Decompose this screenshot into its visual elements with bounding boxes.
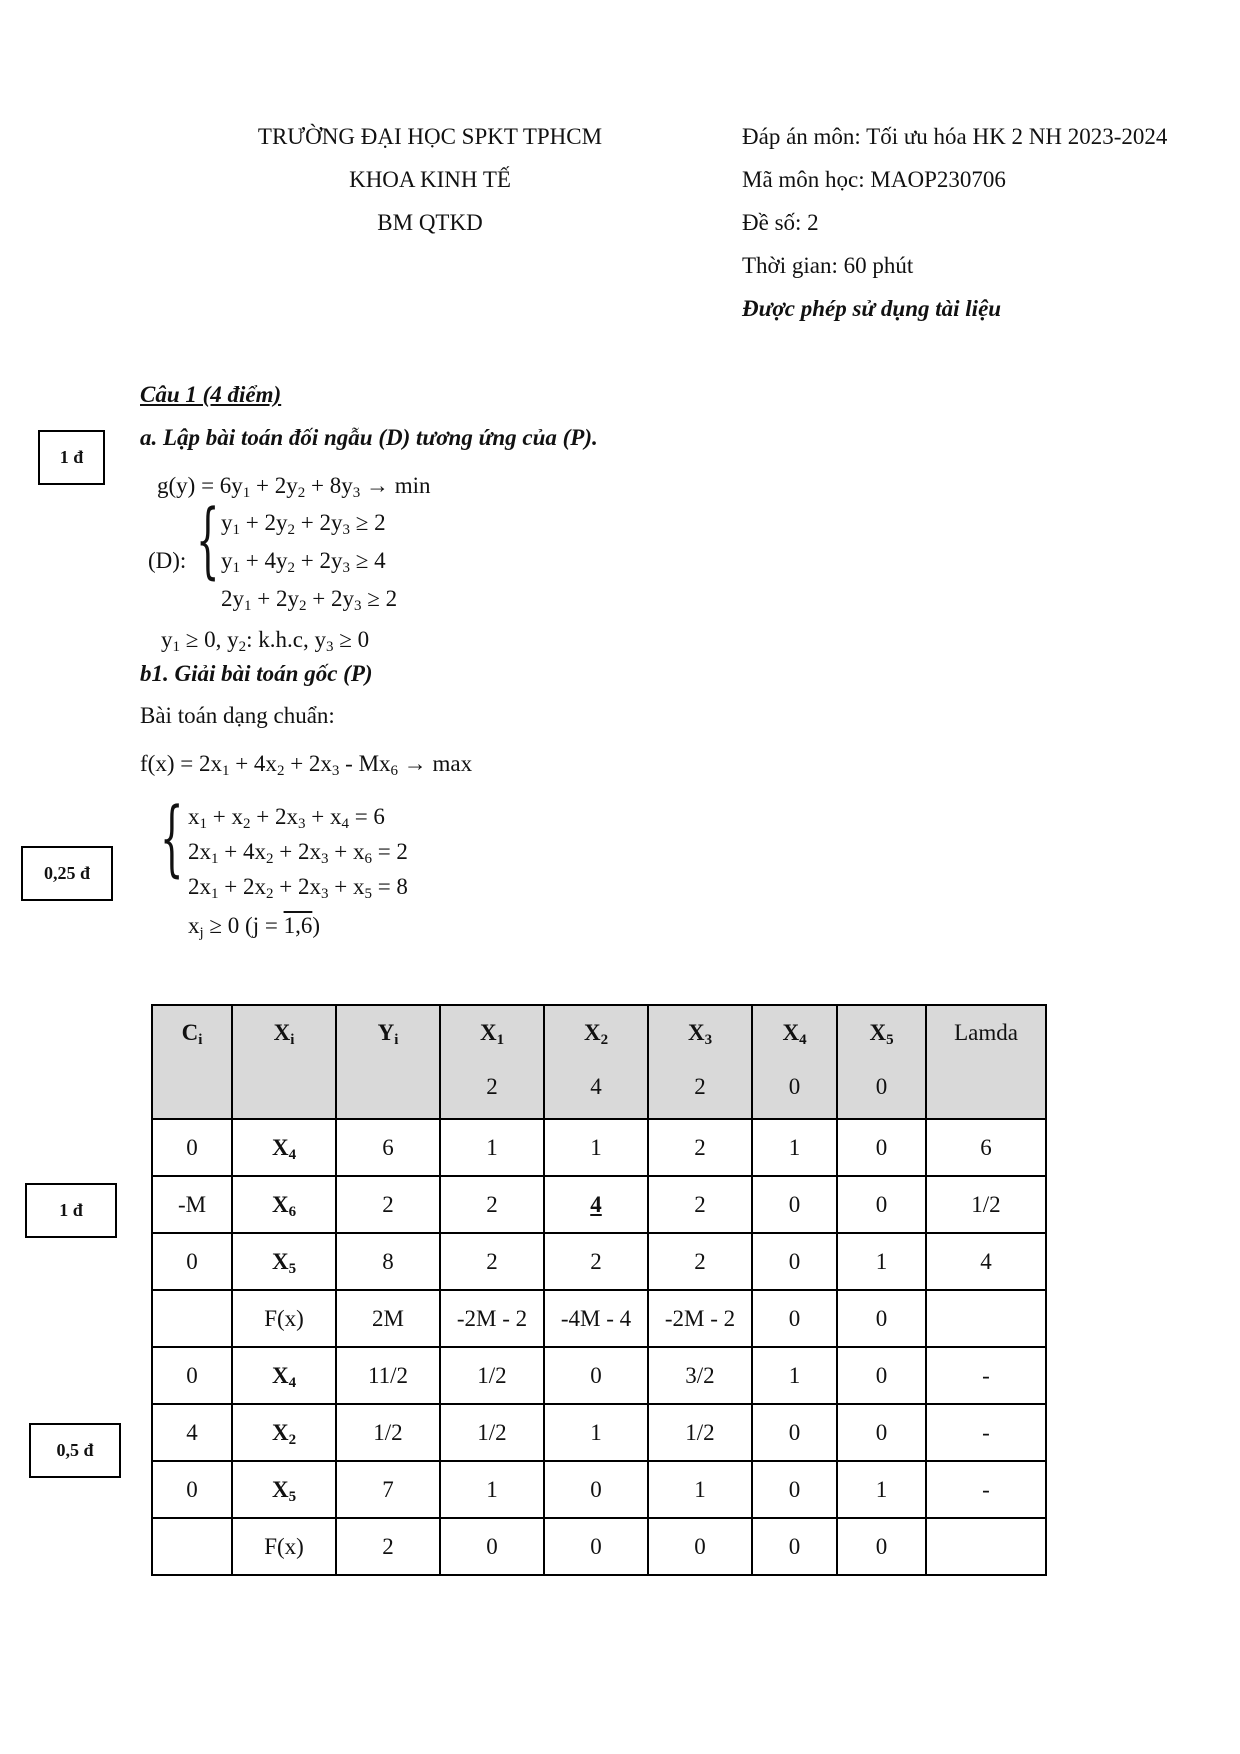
cell-lamda: 6 [926, 1119, 1046, 1176]
cell-xi: $X_5$ [232, 1461, 336, 1518]
part-a-title: a. Lập bài toán đối ngẫu (D) tương ứng của (P). [140, 425, 598, 450]
primal-constraint-3: $2x_1 + 2x_2 + 2x_3 + x_5 = 8$ [188, 874, 408, 902]
cell-yi: 2 [336, 1176, 440, 1233]
cell-yi: 11/2 [336, 1347, 440, 1404]
cell-x3: 2 [648, 1233, 752, 1290]
cell-x2: 0 [544, 1461, 648, 1518]
cell-x2: 1 [544, 1404, 648, 1461]
table-row [152, 1461, 1046, 1518]
cell-yi: 8 [336, 1233, 440, 1290]
faculty-name: KHOA KINH TẾ [349, 167, 511, 192]
cell-x4: 0 [752, 1176, 837, 1233]
cell-yi: 2M [336, 1290, 440, 1347]
cell-x1: -2M - 2 [440, 1290, 544, 1347]
dual-constraint-3: $2y_1 + 2y_2 + 2y_3 \ge 2$ [221, 586, 398, 614]
table-header-row [152, 1005, 1046, 1119]
cell-ci: -M [152, 1176, 232, 1233]
cell-lamda: 4 [926, 1233, 1046, 1290]
header-x1: $X_1$ 2 [440, 1005, 544, 1119]
course-code: Mã môn học: MAOP230706 [742, 167, 1006, 192]
cell-lamda: - [926, 1404, 1046, 1461]
cell-lamda: - [926, 1461, 1046, 1518]
table-row [152, 1233, 1046, 1290]
primal-constraint-2: $2x_1 + 4x_2 + 2x_3 + x_6 = 2$ [188, 839, 408, 867]
cell-x4: 1 [752, 1119, 837, 1176]
dual-label: (D): [148, 548, 187, 573]
cell-lamda: 1/2 [926, 1176, 1046, 1233]
cell-lamda [926, 1518, 1046, 1575]
school-name: TRƯỜNG ĐẠI HỌC SPKT TPHCM [257, 124, 603, 149]
exam-title: Đáp án môn: Tối ưu hóa HK 2 NH 2023-2024 [742, 124, 1168, 149]
simplex-table [151, 1004, 1047, 1576]
cell-yi: 2 [336, 1518, 440, 1575]
cell-xi: $X_4$ [232, 1119, 336, 1176]
exam-duration: Thời gian: 60 phút [742, 253, 914, 278]
cell-xi: $X_2$ [232, 1404, 336, 1461]
primal-nonnegativity: $x_j \ge 0$ (j = 1,6) [188, 913, 320, 941]
table-row-objective [152, 1518, 1046, 1575]
cell-x2: 2 [544, 1233, 648, 1290]
header-ci: $C_i$ [152, 1005, 232, 1119]
pivot-cell: 4 [544, 1176, 648, 1233]
table-row [152, 1404, 1046, 1461]
cell-ci: 0 [152, 1347, 232, 1404]
dual-objective: $g(y) = 6y_1 + 2y_2 + 8y_3 \to \min$ [157, 473, 431, 501]
cell-x5: 1 [837, 1461, 926, 1518]
dual-brace: { [196, 493, 220, 588]
cell-lamda: - [926, 1347, 1046, 1404]
cell-ci: 0 [152, 1461, 232, 1518]
score-box-table-2: 0,5 đ [29, 1423, 121, 1478]
cell-x3: 3/2 [648, 1347, 752, 1404]
header-x5: $X_5$ 0 [837, 1005, 926, 1119]
cell-x4: 1 [752, 1347, 837, 1404]
cell-xi: $X_6$ [232, 1176, 336, 1233]
table-row-objective [152, 1290, 1046, 1347]
cell-x5: 0 [837, 1290, 926, 1347]
cell-x1: 1/2 [440, 1347, 544, 1404]
cell-x1: 2 [440, 1233, 544, 1290]
cell-lamda [926, 1290, 1046, 1347]
cell-x3: 2 [648, 1176, 752, 1233]
cell-x3: 1 [648, 1461, 752, 1518]
cell-ci: 0 [152, 1233, 232, 1290]
cell-xi: $X_4$ [232, 1347, 336, 1404]
header-yi: $Y_i$ [336, 1005, 440, 1119]
cell-x3: -2M - 2 [648, 1290, 752, 1347]
cell-xi: F(x) [232, 1290, 336, 1347]
header-lamda: Lamda [926, 1005, 1046, 1119]
cell-x1: 2 [440, 1176, 544, 1233]
score-box-a: 1 đ [38, 430, 105, 485]
cell-x1: 1 [440, 1461, 544, 1518]
table-row [152, 1347, 1046, 1404]
cell-x3: 2 [648, 1119, 752, 1176]
primal-constraint-1: $x_1 + x_2 + 2x_3 + x_4 = 6$ [188, 804, 385, 832]
cell-x1: 1/2 [440, 1404, 544, 1461]
cell-x4: 0 [752, 1461, 837, 1518]
primal-brace: { [160, 791, 184, 886]
cell-x2: -4M - 4 [544, 1290, 648, 1347]
cell-ci: 4 [152, 1404, 232, 1461]
cell-ci [152, 1290, 232, 1347]
cell-x4: 0 [752, 1518, 837, 1575]
question-title: Câu 1 (4 điểm) [140, 382, 282, 407]
table-row [152, 1119, 1046, 1176]
cell-xi: $X_5$ [232, 1233, 336, 1290]
primal-objective: $f(x) = 2x_1 + 4x_2 + 2x_3 - Mx_6 \to \max$ [140, 751, 473, 779]
cell-x1: 0 [440, 1518, 544, 1575]
exam-number: Đề số: 2 [742, 210, 819, 235]
cell-yi: 1/2 [336, 1404, 440, 1461]
cell-yi: 7 [336, 1461, 440, 1518]
cell-x4: 0 [752, 1404, 837, 1461]
materials-note: Được phép sử dụng tài liệu [742, 296, 1002, 321]
cell-x2: 1 [544, 1119, 648, 1176]
cell-ci: 0 [152, 1119, 232, 1176]
dual-constraint-1: $y_1 + 2y_2 + 2y_3 \ge 2$ [221, 510, 386, 538]
cell-x2: 0 [544, 1518, 648, 1575]
cell-x5: 0 [837, 1404, 926, 1461]
cell-x2: 0 [544, 1347, 648, 1404]
part-b1-title: b1. Giải bài toán gốc (P) [140, 661, 373, 686]
cell-x5: 0 [837, 1347, 926, 1404]
cell-x5: 1 [837, 1233, 926, 1290]
header-xi: $X_i$ [232, 1005, 336, 1119]
header-x3: $X_3$ 2 [648, 1005, 752, 1119]
department-name: BM QTKD [377, 210, 483, 235]
standard-form-intro: Bài toán dạng chuẩn: [140, 703, 335, 728]
cell-x4: 0 [752, 1290, 837, 1347]
cell-x4: 0 [752, 1233, 837, 1290]
cell-x5: 0 [837, 1518, 926, 1575]
cell-ci [152, 1518, 232, 1575]
cell-xi: F(x) [232, 1518, 336, 1575]
header-x2: $X_2$ 4 [544, 1005, 648, 1119]
score-box-standard: 0,25 đ [21, 846, 113, 901]
cell-x1: 1 [440, 1119, 544, 1176]
table-row [152, 1176, 1046, 1233]
dual-constraint-2: $y_1 + 4y_2 + 2y_3 \ge 4$ [221, 548, 386, 576]
cell-x3: 0 [648, 1518, 752, 1575]
header-x4: $X_4$ 0 [752, 1005, 837, 1119]
cell-x3: 1/2 [648, 1404, 752, 1461]
dual-sign-constraints: $y_1 \ge 0$, $y_2$: k.h.c, $y_3 \ge 0$ [161, 627, 370, 655]
score-box-table-1: 1 đ [25, 1183, 117, 1238]
cell-x5: 0 [837, 1176, 926, 1233]
cell-x5: 0 [837, 1119, 926, 1176]
cell-yi: 6 [336, 1119, 440, 1176]
